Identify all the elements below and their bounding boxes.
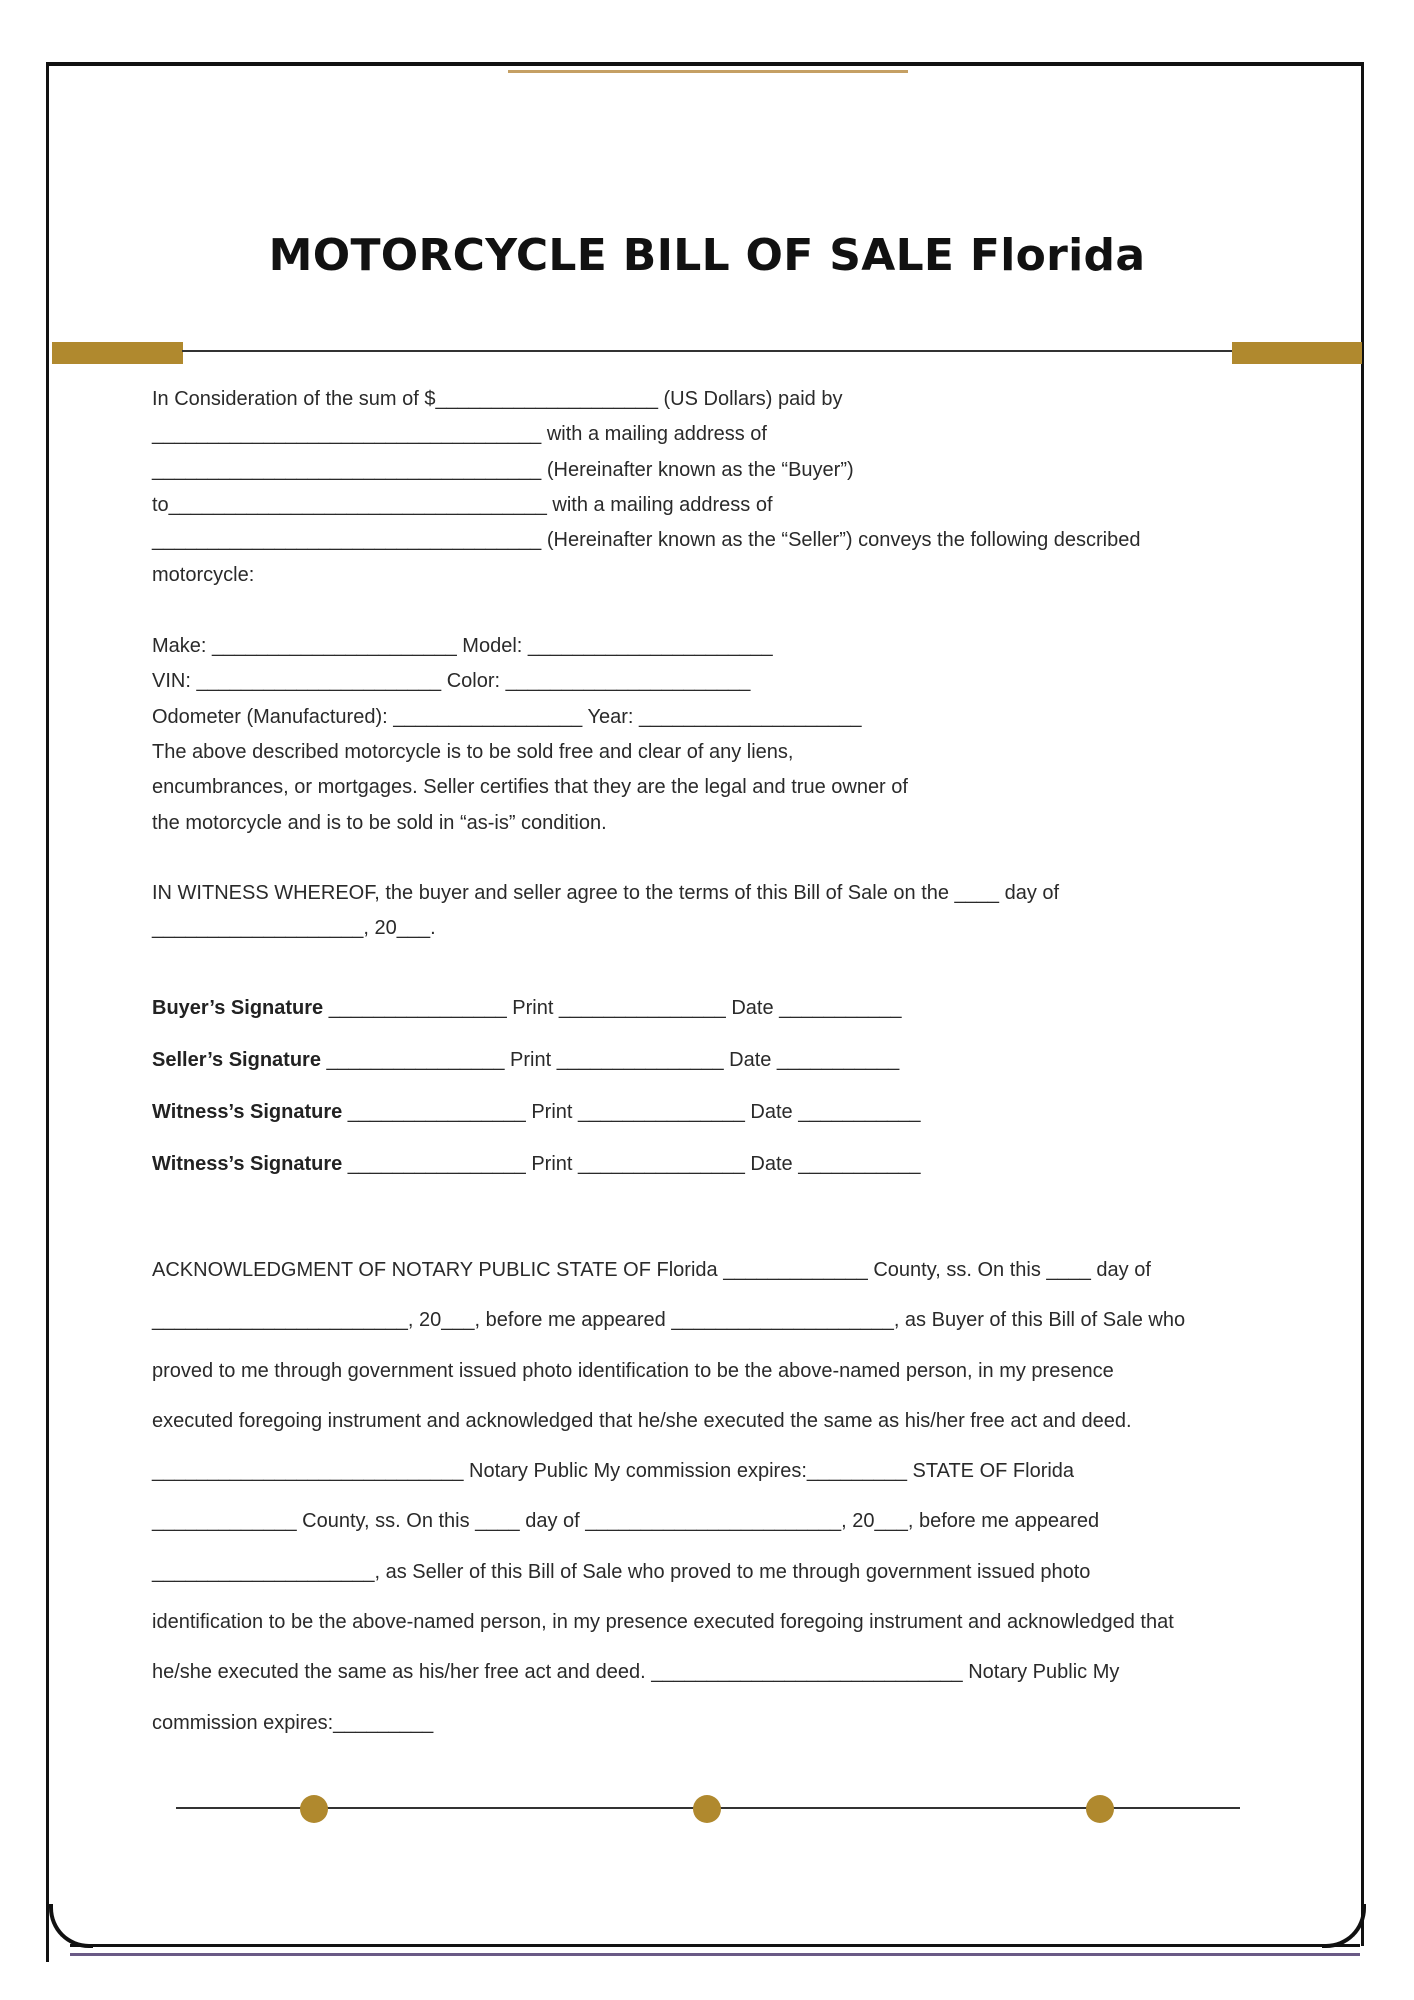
page-frame-accent xyxy=(508,70,908,73)
notary-line: ACKNOWLEDGMENT OF NOTARY PUBLIC STATE OF Florida _____________ County, ss. On this ____ day of xyxy=(152,1259,1151,1281)
signature-label: Seller’s Signature xyxy=(152,1049,321,1071)
signature-row-witness-1 xyxy=(152,1094,921,1146)
page-corner-bottom-left xyxy=(49,1904,93,1948)
consideration-line: ___________________________________ (Hereinafter known as the “Buyer”) xyxy=(152,458,854,481)
notary-line: commission expires:_________ xyxy=(152,1711,434,1734)
footer-dot xyxy=(693,1795,721,1823)
notary-line: identification to be the above-named person, in my presence executed foregoing instrument and acknowledged that xyxy=(152,1611,1174,1634)
signature-label: Buyer’s Signature xyxy=(152,997,324,1019)
vehicle-detail-line: the motorcycle and is to be sold in “as-is” condition. xyxy=(152,811,607,834)
page-frame-bottom-shadow xyxy=(70,1953,1360,1956)
vehicle-detail-line: encumbrances, or mortgages. Seller certifies that they are the legal and true owner of xyxy=(152,776,908,799)
signature-row-seller xyxy=(152,1042,921,1094)
notary-acknowledgment xyxy=(152,1245,1282,1748)
witness-line: ___________________, 20___. xyxy=(152,917,436,940)
document-body xyxy=(152,382,1272,947)
footer-dot xyxy=(300,1795,328,1823)
vehicle-detail-line: Odometer (Manufactured): _________________ Year: ____________________ xyxy=(152,705,862,728)
signature-label: Witness’s Signature xyxy=(152,1101,343,1123)
signature-label: Witness’s Signature xyxy=(152,1153,343,1175)
vehicle-detail-line: Make: ______________________ Model: ______________________ xyxy=(152,635,773,658)
page-corner-bottom-right xyxy=(1322,1904,1366,1948)
footer-dot xyxy=(1086,1795,1114,1823)
vehicle-detail-line: VIN: ______________________ Color: ______________________ xyxy=(152,670,751,693)
page-frame-left xyxy=(46,62,49,1962)
signature-fields: ________________ Print _______________ Date ___________ xyxy=(323,997,902,1019)
page-frame-top xyxy=(46,62,1364,66)
vehicle-detail-line: The above described motorcycle is to be sold free and clear of any liens, xyxy=(152,740,794,763)
document-title: MOTORCYCLE BILL OF SALE Florida xyxy=(268,230,1146,281)
notary-line: ____________________, as Seller of this Bill of Sale who proved to me through government issued photo xyxy=(152,1560,1091,1583)
signature-fields: ________________ Print _______________ Date ___________ xyxy=(320,1049,900,1071)
title-rule-left-block xyxy=(52,342,183,364)
consideration-line: In Consideration of the sum of $____________________ (US Dollars) paid by xyxy=(152,388,843,410)
title-rule-right-block xyxy=(1232,342,1362,364)
notary-line: ____________________________ Notary Public My commission expires:_________ STATE OF Florida xyxy=(152,1460,1075,1483)
consideration-line: ___________________________________ (Hereinafter known as the “Seller”) conveys the following described xyxy=(152,529,1141,552)
notary-line: he/she executed the same as his/her free act and deed. ____________________________ Notary Public My xyxy=(152,1661,1120,1684)
page-frame-bottom xyxy=(70,1944,1360,1947)
signature-fields: ________________ Print _______________ Date ___________ xyxy=(342,1153,921,1175)
consideration-line: ___________________________________ with a mailing address of xyxy=(152,423,767,446)
notary-line: proved to me through government issued photo identification to be the above-named person, in my presence xyxy=(152,1359,1114,1382)
signature-fields: ________________ Print _______________ Date ___________ xyxy=(342,1101,921,1123)
consideration-line: motorcycle: xyxy=(152,564,255,587)
signature-row-buyer xyxy=(152,990,921,1042)
signature-block xyxy=(152,990,921,1198)
title-rule xyxy=(182,350,1232,352)
notary-line: _____________ County, ss. On this ____ day of _______________________, 20___, before me appeared xyxy=(152,1510,1100,1533)
signature-row-witness-2 xyxy=(152,1146,921,1198)
consideration-line: to__________________________________ with a mailing address of xyxy=(152,493,773,516)
notary-line: executed foregoing instrument and acknowledged that he/she executed the same as his/her free act and deed. xyxy=(152,1409,1132,1432)
notary-line: _______________________, 20___, before me appeared ____________________, as Buyer of this Bill of Sale who xyxy=(152,1309,1186,1332)
witness-line: IN WITNESS WHEREOF, the buyer and seller agree to the terms of this Bill of Sale on the ____ day of xyxy=(152,882,1060,905)
